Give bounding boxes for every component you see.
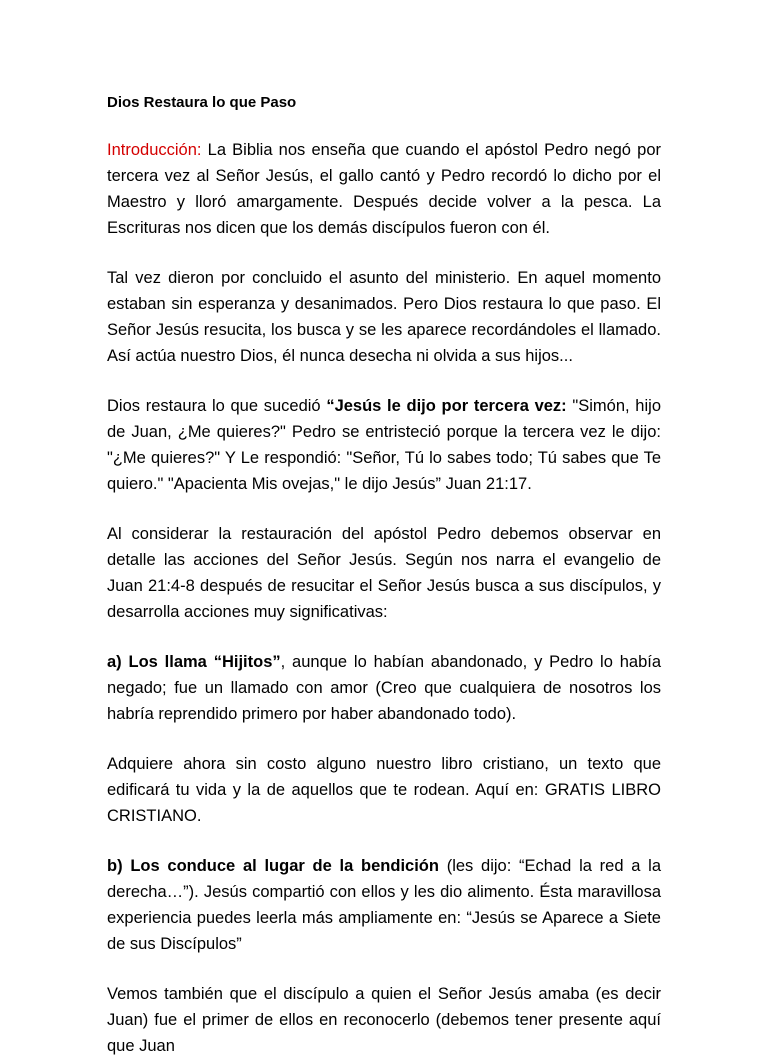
paragraph-3-bold: “Jesús le dijo por tercera vez: (326, 397, 567, 415)
paragraph-2: Tal vez dieron por concluido el asunto del ministerio. En aquel momento estaban sin esperanza y desanimados. Pero Dios restaura lo que paso. El Señor Jesús resucita, los busca y se les aparece recordándoles el llamado. Así actúa nuestro Dios, él nunca desecha ni olvida a sus hijos... (107, 269, 661, 365)
intro-paragraph (107, 137, 661, 241)
intro-label: Introducción: (107, 141, 202, 159)
point-a (107, 649, 661, 727)
point-a-text: , aunque lo habían abandonado, y Pedro lo había negado; fue un llamado con amor (Creo que cualquiera de nosotros los habría reprendido primero por haber abandonado todo). (107, 653, 662, 723)
point-b-text: (les dijo: “Echad la red a la derecha…”). Jesús compartió con ellos y les dio alimento. Ésta maravillosa experiencia puedes leerla más ampliamente en: “Jesús se Aparece a Siete de sus Discípulos” (107, 857, 661, 953)
promo-paragraph: Adquiere ahora sin costo alguno nuestro libro cristiano, un texto que edificará tu vida y la de aquellos que te rodean. Aquí en: GRATIS LIBRO CRISTIANO. (107, 755, 661, 825)
point-b (107, 853, 661, 957)
last-paragraph: Vemos también que el discípulo a quien el Señor Jesús amaba (es decir Juan) fue el primer de ellos en reconocerlo (debemos tener presente aquí que Juan (107, 985, 661, 1055)
paragraph-3 (107, 393, 661, 497)
paragraph-4: Al considerar la restauración del apóstol Pedro debemos observar en detalle las acciones del Señor Jesús. Según nos narra el evangelio de Juan 21:4-8 después de resucitar el Señor Jesús busca a sus discípulos, y desarrolla acciones muy significativas: (107, 525, 661, 621)
intro-text: La Biblia nos enseña que cuando el apóstol Pedro negó por tercera vez al Señor Jesús, el gallo cantó y Pedro recordó lo dicho por el Maestro y lloró amargamente. Después decide volver a la pesca. La Escrituras nos dicen que los demás discípulos fueron con él. (107, 141, 661, 237)
point-a-heading: a) Los llama “Hijitos” (107, 653, 281, 671)
paragraph-3-rest: "Simón, hijo de Juan, ¿Me quieres?" Pedro se entristeció porque la tercera vez le dijo: "¿Me quieres?" Y Le respondió: "Señor, Tú lo sabes todo; Tú sabes que Te quiero." "Apacienta Mis ovejas," le dijo Jesús” Juan 21:17. (107, 397, 661, 493)
point-b-heading: b) Los conduce al lugar de la bendición (107, 857, 439, 875)
document-title: Dios Restaura lo que Paso (107, 94, 297, 111)
paragraph-3-start: Dios restaura lo que sucedió (107, 397, 327, 415)
